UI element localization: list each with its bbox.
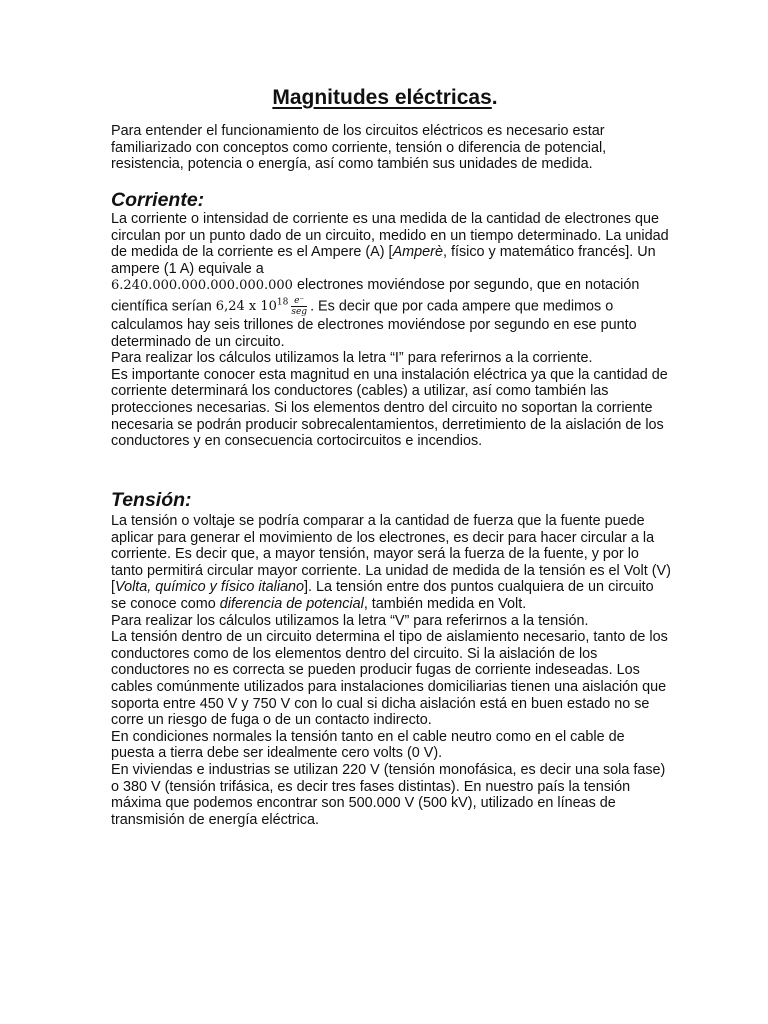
- tension-paragraph-4: En condiciones normales la tensión tanto en el cable neutro como en el cable de puesta a tierra debe ser idealmente cero volts (0 V).: [111, 728, 625, 762]
- corriente-electron-count: 6.240.000.000.000.000.000: [111, 278, 293, 294]
- corriente-scientific: [216, 299, 289, 314]
- tension-p1-italic-2: diferencia de potencial: [219, 595, 364, 612]
- tension-p1-italic: Volta, químico y físico italiano: [115, 579, 305, 596]
- corriente-paragraph-1: [111, 211, 671, 450]
- intro-paragraph: Para entender el funcionamiento de los circuitos eléctricos es necesario estar familiarizado con conceptos como corriente, tensión o diferencia de potencial, resistencia, potencia o energía, así como también sus unidades de medida.: [111, 123, 607, 173]
- fraction-denominator: seg: [291, 307, 308, 317]
- corriente-p1-text-b: , físico y matemático francés]. Un ampere (1 A) equivale a: [111, 244, 656, 277]
- corriente-p1-italic: Amperè: [392, 244, 443, 261]
- title-text: Magnitudes eléctricas: [272, 86, 492, 109]
- corriente-paragraph-3: Es importante conocer esta magnitud en una instalación eléctrica ya que la cantidad de corriente determinará los conductores (cables) a utilizar, así como también las protecciones necesarias. Si los elementos dentro del circuito no soportan la corriente necesaria se podrán producir sobrecalentamientos, derretimiento de la aislación de los conductores y en consecuencia cortocircuitos e incendios.: [111, 366, 668, 450]
- tension-paragraph-3: La tensión dentro de un circuito determina el tipo de aislamiento necesario, tanto de los conductores como de los elementos dentro del circuito. Si la aislación de los conductores no es correcta se pueden producir fugas de corriente indeseadas. Los cables comúnmente utilizados para instalaciones domiciliarias tienen una aislación que soporta entre 450 V y 750 V con lo cual si dicha aislación está en buen estado no se corre un riesgo de fuga o de un contacto indirecto.: [111, 629, 668, 729]
- tension-p1-text: La tensión o voltaje se podría comparar a la cantidad de fuerza que la fuente puede aplicar para generar el movimiento de los electrones, es decir para hacer circular a la corriente. Es decir que, a mayor tensión, mayor será la fuerza de la fuente, y por lo tanto permitirá circular mayor corriente. La unidad de medida de la tensión es el Volt (V) [: [111, 513, 671, 596]
- section-heading-tension: Tensión:: [111, 489, 192, 511]
- title-period: .: [491, 86, 498, 109]
- corriente-sci-exp: 18: [276, 297, 289, 308]
- tension-paragraph-5: En viviendas e industrias se utilizan 220 V (tensión monofásica, es decir una sola fase) o 380 V (tensión trifásica, es decir tres fases distintas). En nuestro país la tensión máxima que podemos encontrar son 500.000 V (500 kV), utilizado en líneas de transmisión de energía eléctrica.: [111, 761, 666, 828]
- page-title: [111, 86, 659, 110]
- corriente-p1-text: La corriente o intensidad de corriente es una medida de la cantidad de electrones que circulan por un punto dado de un circuito, medido en un tiempo determinado. La unidad de medida de la corriente es el Ampere (A) [: [111, 211, 669, 261]
- corriente-p1-text-d: . Es decir que por cada ampere que medimos o calculamos hay seis trillones de electrones moviéndose por segundo en ese punto determinado de un circuito.: [111, 298, 637, 350]
- section-heading-corriente: Corriente:: [111, 189, 205, 211]
- tension-paragraph-1: [111, 513, 671, 828]
- tension-paragraph-2: Para realizar los cálculos utilizamos la letra “V” para referirnos a la tensión.: [111, 612, 589, 629]
- fraction-numerator: e⁻: [291, 296, 307, 307]
- electrons-per-second-fraction: [291, 296, 307, 317]
- tension-p1-text-b: ]. La tensión entre dos puntos cualquiera de un circuito se conoce como: [111, 579, 654, 612]
- corriente-p1-text-c: electrones moviéndose por segundo, que en notación científica serían: [111, 277, 640, 315]
- tension-p1-text-c: , también medida en Volt.: [363, 595, 527, 612]
- corriente-paragraph-2: Para realizar los cálculos utilizamos la letra “I” para referirnos a la corriente.: [111, 350, 593, 367]
- corriente-sci-base: 6,24 x 10: [215, 299, 277, 315]
